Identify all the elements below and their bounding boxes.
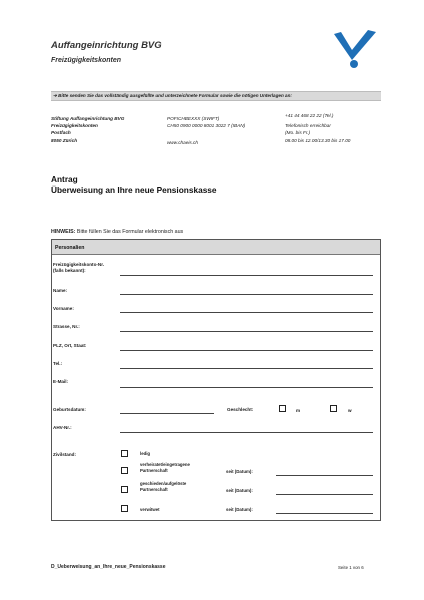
street-field[interactable] [120, 331, 373, 332]
contact-info [285, 112, 350, 144]
tel-field[interactable] [120, 368, 373, 369]
gender-m-checkbox[interactable] [279, 405, 286, 412]
iban: CH50 0900 0000 8001 3022 7 (IBAN) [167, 123, 246, 129]
hint-text [51, 229, 183, 235]
phone-hours: 08.00 bis 12.00/13.30 bis 17.00 [285, 137, 351, 143]
panel-title: Personalien [52, 240, 380, 255]
status-single-label: ledig [140, 451, 151, 456]
street-label: Strasse, Nr.: [53, 324, 80, 329]
account-number-label-line2: (falls bekannt): [53, 268, 86, 273]
instruction-banner: ➔ Bitte senden Sie das vollständig ausgefüllte und unterzeichnete Formular sowie die nötigen Unterlagen an: [51, 91, 381, 101]
vorname-label: Vorname: [53, 306, 74, 311]
email-field[interactable] [120, 387, 373, 388]
address-line: 8050 Zürich [51, 137, 78, 143]
website-link[interactable]: www.chaeis.ch [167, 140, 199, 145]
document-title-line2: Überweisung an Ihre neue Pensionskasse [51, 184, 217, 195]
address-line: Postfach [51, 130, 71, 136]
civil-status-label: Zivilstand: [53, 452, 76, 457]
birthdate-label: Geburtsdatum: [53, 407, 86, 412]
married-since-field[interactable] [276, 475, 373, 476]
gender-w-label: w [348, 408, 352, 413]
phone-days: (Mo. bis Fr.) [285, 130, 311, 136]
vorname-field[interactable] [120, 312, 373, 313]
status-divorced-label [140, 481, 186, 493]
status-widowed-label: verwitwet [140, 507, 160, 512]
account-number-label-line1: Freizügigkeitskonto-Nr. [53, 262, 105, 267]
married-since-label: seit (Datum): [226, 469, 253, 474]
birthdate-field[interactable] [120, 413, 214, 414]
phone-number: +41 44 468 22 22 (Tel.) [285, 113, 334, 118]
name-label: Name: [53, 288, 68, 293]
status-single-checkbox[interactable] [121, 450, 128, 457]
city-field[interactable] [120, 350, 373, 351]
status-widowed-checkbox[interactable] [121, 505, 128, 512]
widowed-since-label: seit (Datum): [226, 507, 253, 512]
footer-filename: D_Ueberweisung_an_Ihre_neue_Pensionskasse [51, 564, 166, 570]
status-married-checkbox[interactable] [121, 467, 128, 474]
organization-title: Auffangeinrichtung BVG [51, 40, 162, 51]
phone-hours-label: Telefonisch erreichbar [285, 123, 331, 129]
document-title [51, 174, 217, 195]
status-divorced-label-line1: geschieden/aufgelöste [140, 481, 187, 486]
document-title-line1: Antrag [51, 174, 78, 184]
address-line: Stiftung Auffangeinrichtung BVG [51, 116, 125, 121]
swift-code: POFICHBEXXX (SWIFT) [167, 116, 220, 121]
city-label: PLZ, Ort, Staat: [53, 343, 87, 348]
email-label: E-Mail: [53, 379, 69, 384]
address-line: Freizügigkeitskonten [51, 123, 98, 129]
status-married-label [140, 462, 190, 474]
status-divorced-label-line2: Partnerschaft [140, 486, 168, 492]
account-number-field[interactable] [120, 275, 373, 276]
organization-subtitle: Freizügigkeitskonten [51, 57, 122, 64]
hint-body: Bitte füllen Sie das Formular elektronisch aus [75, 229, 184, 235]
widowed-since-field[interactable] [276, 513, 373, 514]
ahv-label: AHV-Nr.: [53, 425, 72, 430]
status-divorced-checkbox[interactable] [121, 486, 128, 493]
gender-m-label: m [296, 408, 301, 413]
footer-page-number: Seite 1 von 6 [338, 565, 364, 570]
divorced-since-label: seit (Datum): [226, 488, 253, 493]
bank-details [167, 115, 245, 129]
name-field[interactable] [120, 294, 373, 295]
gender-label: Geschlecht: [227, 407, 254, 412]
status-married-label-line1: verheiratet/eingetragene [140, 462, 190, 467]
postal-address [51, 115, 124, 144]
gender-w-checkbox[interactable] [330, 405, 337, 412]
status-married-label-line2: Partnerschaft [140, 467, 168, 473]
tel-label: Tel.: [53, 361, 63, 366]
divorced-since-field[interactable] [276, 494, 373, 495]
ahv-field[interactable] [120, 432, 373, 433]
hint-label: HINWEIS: [51, 229, 76, 235]
check-v-logo-icon [332, 28, 378, 70]
account-number-label [53, 262, 104, 274]
personalien-panel [51, 239, 381, 521]
